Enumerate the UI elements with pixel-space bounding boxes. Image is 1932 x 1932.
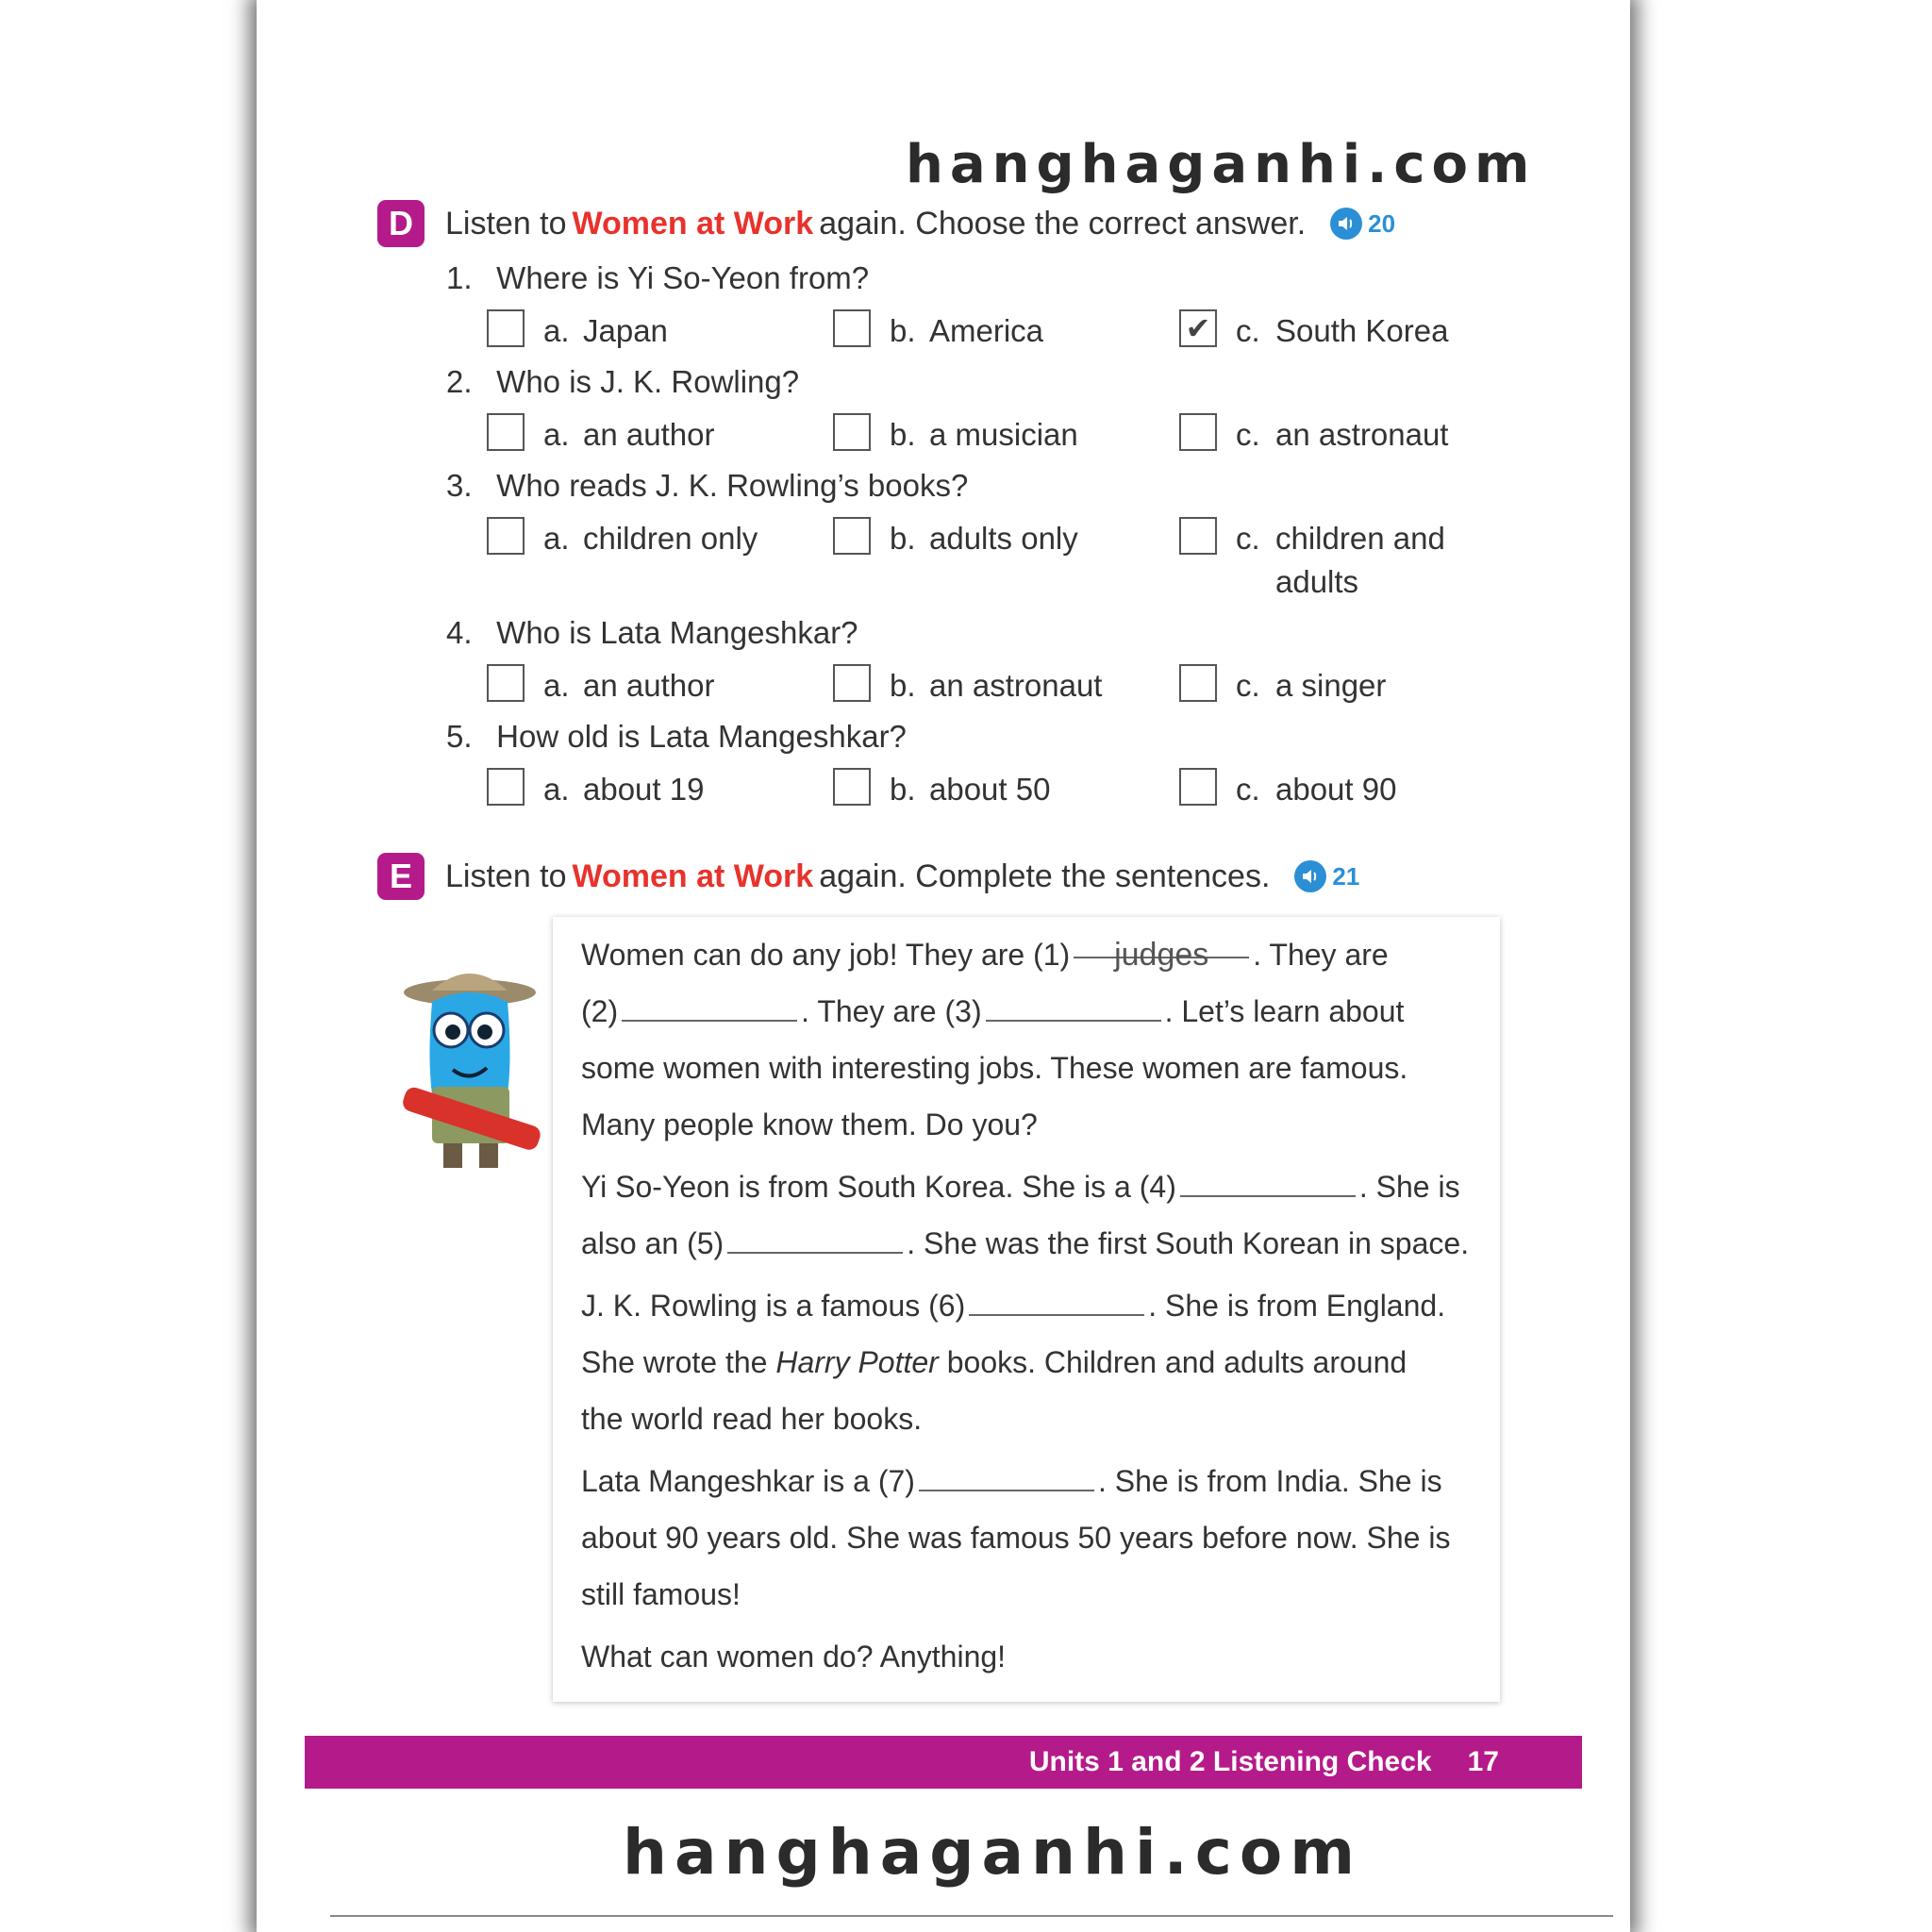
- blank-5[interactable]: [727, 1222, 903, 1254]
- option-5b[interactable]: [833, 768, 1050, 811]
- text: . They are (3): [801, 994, 982, 1028]
- mascot-illustration: [394, 964, 545, 1177]
- section-d-suffix: again. Choose the correct answer.: [819, 205, 1307, 242]
- passage-line: the world read her books.: [581, 1402, 923, 1436]
- checkbox[interactable]: [487, 309, 525, 347]
- checkbox[interactable]: [1179, 664, 1217, 702]
- checkbox[interactable]: [1179, 768, 1217, 806]
- option-text: Japan: [583, 313, 668, 348]
- text: Lata Mangeshkar is a (7): [581, 1464, 915, 1498]
- option-text: adults only: [929, 521, 1078, 556]
- option-4b[interactable]: [833, 664, 1102, 708]
- option-text: about 19: [583, 772, 705, 807]
- passage-line: still famous!: [581, 1577, 741, 1611]
- option-letter: c.: [1236, 772, 1260, 807]
- passage-line: [581, 926, 1389, 983]
- page-number: 17: [1467, 1746, 1499, 1777]
- option-letter: b.: [890, 521, 916, 556]
- question-text: Who is J. K. Rowling?: [496, 364, 800, 399]
- text: (2): [581, 994, 619, 1028]
- option-letter: a.: [543, 417, 570, 452]
- section-d-header: [377, 200, 1395, 247]
- option-text: about 50: [929, 772, 1051, 807]
- watermark-bottom: hanghaganhi.com: [623, 1816, 1362, 1889]
- option-text: America: [929, 313, 1044, 348]
- checkbox[interactable]: [487, 768, 525, 806]
- text: . She is: [1358, 1170, 1460, 1204]
- question-1: [446, 260, 869, 296]
- checkbox[interactable]: [1179, 517, 1217, 555]
- option-letter: a.: [543, 772, 570, 807]
- question-number: 4.: [446, 615, 473, 650]
- text: She wrote the: [581, 1345, 768, 1379]
- blank-2[interactable]: [622, 990, 797, 1022]
- question-number: 1.: [446, 260, 473, 295]
- question-text: How old is Lata Mangeshkar?: [496, 719, 907, 754]
- checkbox[interactable]: [833, 413, 871, 451]
- audio-track-21[interactable]: [1294, 860, 1359, 892]
- option-text: a singer: [1275, 668, 1387, 703]
- checkbox[interactable]: [833, 517, 871, 555]
- option-3c[interactable]: [1179, 517, 1464, 604]
- option-letter: b.: [890, 772, 916, 807]
- passage-box: [553, 917, 1500, 1702]
- question-5: [446, 719, 907, 755]
- checkbox[interactable]: [833, 309, 871, 347]
- checkbox[interactable]: [487, 517, 525, 555]
- text: . She is from India. She is: [1097, 1464, 1442, 1498]
- option-text: an author: [583, 417, 715, 452]
- section-e-prefix: Listen to: [445, 858, 567, 894]
- blank-4[interactable]: [1180, 1165, 1356, 1197]
- passage-line: [581, 1334, 1407, 1391]
- section-e-header: [377, 853, 1359, 900]
- audio-track-number: 20: [1368, 208, 1396, 238]
- checkbox[interactable]: [833, 664, 871, 702]
- checkbox[interactable]: [833, 768, 871, 806]
- question-number: 2.: [446, 364, 473, 399]
- checkbox-checked[interactable]: ✔: [1179, 309, 1217, 347]
- option-text: South Korea: [1275, 313, 1449, 348]
- passage-line: [581, 983, 1404, 1040]
- question-3: [446, 468, 968, 504]
- option-text: an astronaut: [1275, 417, 1449, 452]
- question-text: Who reads J. K. Rowling’s books?: [496, 468, 969, 503]
- book-title: Harry Potter: [775, 1345, 939, 1379]
- text: . They are: [1253, 938, 1389, 972]
- text: Women can do any job! They are (1): [581, 938, 1071, 972]
- section-e-highlight: Women at Work: [572, 858, 814, 894]
- passage-line: about 90 years old. She was famous 50 years before now. She is: [581, 1521, 1451, 1555]
- option-5c[interactable]: [1179, 768, 1396, 811]
- speaker-icon: [1294, 860, 1326, 892]
- option-2b[interactable]: [833, 413, 1078, 457]
- option-text: a musician: [929, 417, 1078, 452]
- option-text: about 90: [1275, 772, 1397, 807]
- text: books. Children and adults around: [946, 1345, 1407, 1379]
- audio-track-number: 21: [1332, 861, 1360, 891]
- section-d-highlight: Women at Work: [572, 205, 814, 242]
- blank-3[interactable]: [986, 990, 1161, 1022]
- option-letter: a.: [543, 313, 570, 348]
- option-letter: b.: [890, 668, 916, 703]
- question-text: Who is Lata Mangeshkar?: [496, 615, 858, 650]
- option-5a[interactable]: [487, 768, 704, 811]
- question-4: [446, 615, 858, 651]
- option-letter: c.: [1236, 417, 1260, 452]
- question-text: Where is Yi So-Yeon from?: [496, 260, 870, 295]
- section-d-prefix: Listen to: [445, 205, 567, 242]
- option-letter: a.: [543, 521, 570, 556]
- option-letter: b.: [890, 417, 916, 452]
- blank-6[interactable]: [969, 1284, 1144, 1316]
- option-letter: c.: [1236, 668, 1260, 703]
- blank-1-answer: judges: [1114, 937, 1209, 973]
- text: also an (5): [581, 1226, 724, 1260]
- footer-bar: [305, 1736, 1582, 1789]
- section-d-badge: D: [377, 200, 425, 247]
- option-4c[interactable]: [1179, 664, 1386, 708]
- checkbox[interactable]: [487, 664, 525, 702]
- watermark-top: hanghaganhi.com: [906, 134, 1537, 195]
- option-letter: b.: [890, 313, 916, 348]
- text: . Let’s learn about: [1164, 994, 1405, 1028]
- question-number: 5.: [446, 719, 473, 754]
- passage-line: [581, 1215, 1469, 1272]
- blank-7[interactable]: [919, 1459, 1094, 1491]
- option-text-line2: adults: [1275, 564, 1359, 599]
- text: . She is from England.: [1148, 1289, 1446, 1323]
- question-number: 3.: [446, 468, 473, 503]
- option-4a[interactable]: [487, 664, 714, 708]
- passage-line: Many people know them. Do you?: [581, 1108, 1038, 1141]
- question-2: [446, 364, 799, 400]
- option-letter: c.: [1236, 313, 1260, 348]
- option-1b[interactable]: [833, 309, 1043, 353]
- audio-track-20[interactable]: [1330, 208, 1395, 240]
- option-2c[interactable]: [1179, 413, 1448, 457]
- divider: [330, 1915, 1613, 1917]
- option-3b[interactable]: [833, 517, 1078, 560]
- checkbox[interactable]: [487, 413, 525, 451]
- passage-line: What can women do? Anything!: [581, 1640, 1007, 1674]
- option-2a[interactable]: [487, 413, 714, 457]
- option-3a[interactable]: [487, 517, 758, 560]
- passage-line: [581, 1453, 1442, 1509]
- option-text: children and: [1275, 521, 1445, 556]
- option-1c[interactable]: [1179, 309, 1448, 353]
- option-1a[interactable]: [487, 309, 668, 353]
- option-letter: a.: [543, 668, 570, 703]
- speaker-icon: [1330, 208, 1362, 240]
- text: Yi So-Yeon is from South Korea. She is a (4): [581, 1170, 1176, 1204]
- option-letter: c.: [1236, 521, 1260, 556]
- footer-label: Units 1 and 2 Listening Check: [1028, 1746, 1432, 1777]
- option-text: an astronaut: [929, 668, 1103, 703]
- option-text: an author: [583, 668, 715, 703]
- passage-line: [581, 1158, 1460, 1215]
- option-text: children only: [583, 521, 758, 556]
- section-e-badge: E: [377, 853, 425, 900]
- blank-1[interactable]: [1074, 926, 1249, 973]
- passage-line: some women with interesting jobs. These women are famous.: [581, 1051, 1408, 1085]
- section-e-suffix: again. Complete the sentences.: [819, 858, 1271, 894]
- text: . She was the first South Korean in space.: [907, 1226, 1470, 1260]
- checkbox[interactable]: [1179, 413, 1217, 451]
- text: J. K. Rowling is a famous (6): [581, 1289, 966, 1323]
- passage-line: [581, 1277, 1445, 1334]
